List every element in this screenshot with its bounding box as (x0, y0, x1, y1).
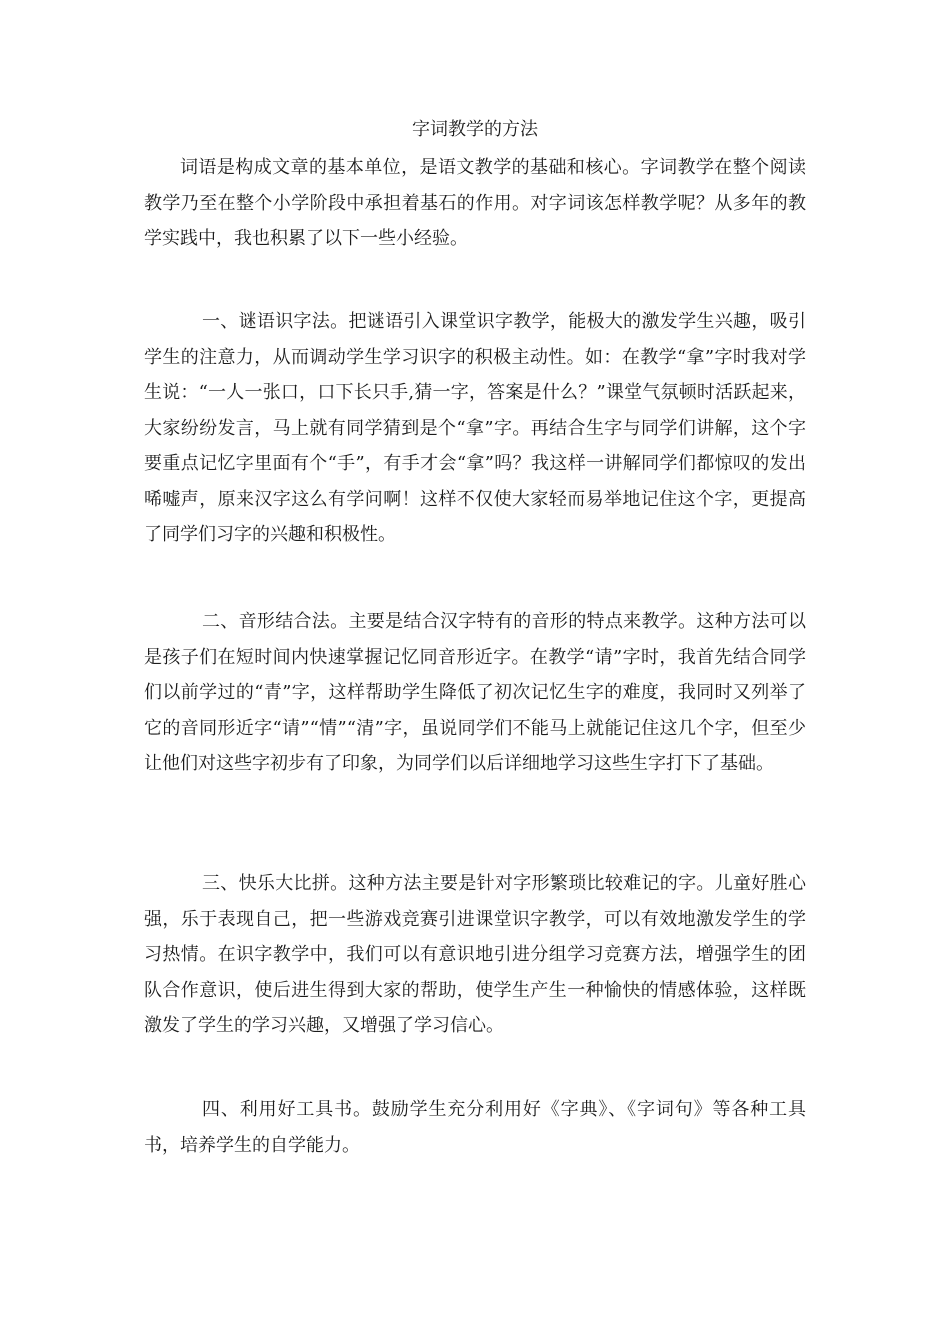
document-title: 字词教学的方法 (412, 119, 538, 140)
section-paragraph-reference-books: 四、利用好工具书。鼓励学生充分利用好《字典》、《字词句》等各种工具书，培养学生的自学能力。 (144, 1099, 806, 1156)
section-paragraph-competition: 三、快乐大比拼。这种方法主要是针对字形繁琐比较难记的字。儿童好胜心强，乐于表现自己，把一些游戏竞赛引进课堂识字教学，可以有效地激发学生的学习热情。在识字教学中，我们可以有意识地引进分组学习竞赛方法，增强学生的团队合作意识，使后进生得到大家的帮助，使学生产生一种愉快的情感体验，这样既激发了学生的学习兴趣，又增强了学习信心。 (144, 873, 806, 1036)
intro-paragraph: 词语是构成文章的基本单位，是语文教学的基础和核心。字词教学在整个阅读教学乃至在整个小学阶段中承担着基石的作用。对字词该怎样教学呢？从多年的教学实践中，我也积累了以下一些小经验。 (144, 157, 806, 249)
section-paragraph-sound-shape: 二、音形结合法。主要是结合汉字特有的音形的特点来教学。这种方法可以是孩子们在短时间内快速掌握记忆同音形近字。在教学“请”字时，我首先结合同学们以前学过的“青”字，这样帮助学生降低了初次记忆生字的难度，我同时又列举了它的音同形近字“请”“情”“清”字，虽说同学们不能马上就能记住这几个字，但至少让他们对这些字初步有了印象，为同学们以后详细地学习这些生字打下了基础。 (144, 611, 806, 774)
section-paragraph-riddle: 一、谜语识字法。把谜语引入课堂识字教学，能极大的激发学生兴趣，吸引学生的注意力，从而调动学生学习识字的积极主动性。如：在教学“拿”字时我对学生说：“一人一张口，口下长只手,猜一字，答案是什么？”课堂气氛顿时活跃起来，大家纷纷发言，马上就有同学猜到是个“拿”字。再结合生字与同学们讲解，这个字要重点记忆字里面有个“手”，有手才会“拿”吗？我这样一讲解同学们都惊叹的发出唏嘘声，原来汉字这么有学问啊！这样不仅使大家轻而易举地记住这个字，更提高了同学们习字的兴趣和积极性。 (144, 311, 806, 545)
